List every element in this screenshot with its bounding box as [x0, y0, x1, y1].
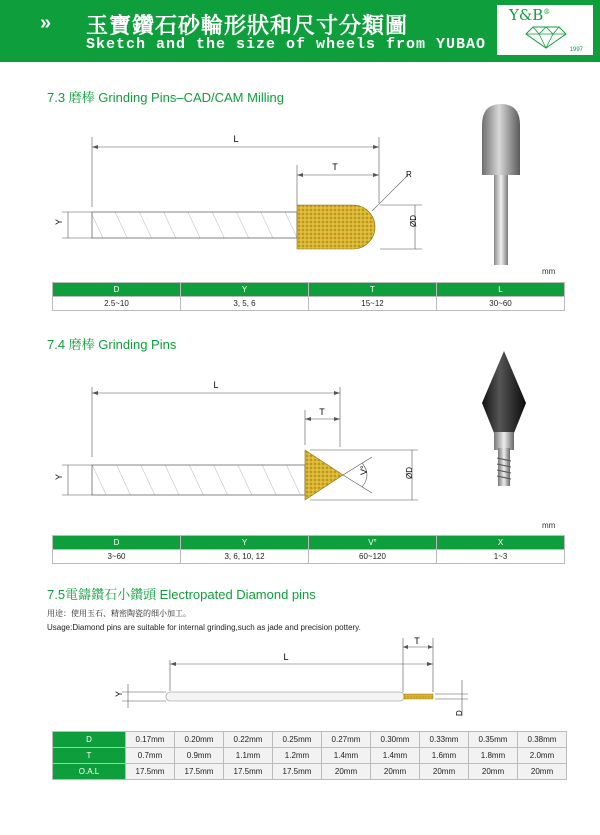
table-row: [53, 764, 567, 780]
cell: 20mm: [469, 764, 518, 780]
cell: 1.6mm: [420, 748, 469, 764]
cell: 1.1mm: [224, 748, 273, 764]
cell: 0.30mm: [371, 732, 420, 748]
cell: 0.38mm: [518, 732, 567, 748]
electroplated-pin-sketch: [110, 636, 480, 724]
col-header-Y: Y: [181, 283, 309, 297]
spec-table-7-5: [52, 731, 567, 780]
dim-L-label: L: [213, 380, 219, 390]
cell-Y: 3, 6, 10, 12: [181, 550, 309, 564]
dim-L-label: L: [233, 134, 239, 144]
cell: 0.22mm: [224, 732, 273, 748]
dim-T-label: T: [414, 636, 420, 646]
cell: 20mm: [322, 764, 371, 780]
section-7-5-title: 7.5電鑄鑽石小鑽頭 Electropated Diamond pins: [47, 587, 316, 602]
dim-Y-label: Y: [114, 690, 124, 697]
col-header-Y: Y: [181, 536, 309, 550]
cell: 17.5mm: [175, 764, 224, 780]
logo-year: 1997: [569, 47, 583, 53]
cell: 17.5mm: [126, 764, 175, 780]
cell: 0.9mm: [175, 748, 224, 764]
cell-Y: 3, 5, 6: [181, 297, 309, 311]
cell: 0.25mm: [273, 732, 322, 748]
brand-logo: [496, 4, 594, 56]
cell-X: 1~3: [437, 550, 565, 564]
col-header-D: D: [53, 283, 181, 297]
dim-R-label: R: [406, 170, 412, 179]
section-7-3-title: 7.3 磨棒 Grinding Pins–CAD/CAM Milling: [47, 90, 284, 105]
spec-table-7-3: [52, 282, 565, 311]
cell: 17.5mm: [224, 764, 273, 780]
row-header-T: T: [53, 748, 126, 764]
cell: 20mm: [371, 764, 420, 780]
table-row: [53, 748, 567, 764]
cell: 0.20mm: [175, 732, 224, 748]
dim-L-label: L: [283, 652, 289, 662]
grinding-pin-photo: [474, 100, 534, 270]
dim-D-label: ØD: [405, 467, 414, 479]
col-header-D: D: [53, 536, 181, 550]
header-title-cn: 玉寶鑽石砂輪形狀和尺寸分類圖: [86, 13, 409, 39]
cell: 0.7mm: [126, 748, 175, 764]
cell: 0.35mm: [469, 732, 518, 748]
cell: 0.33mm: [420, 732, 469, 748]
row-header-D: D: [53, 732, 126, 748]
table-row: [53, 732, 567, 748]
cell-T: 15~12: [309, 297, 437, 311]
cell: 2.0mm: [518, 748, 567, 764]
dim-T-label: T: [332, 162, 338, 172]
col-header-X: X: [437, 536, 565, 550]
page-header: [0, 0, 600, 62]
cone-pin-photo: [474, 348, 534, 518]
logo-brand: Y&B®: [509, 6, 551, 24]
unit-label-7-4: mm: [542, 521, 556, 530]
usage-note-cn: 用途：使用玉石、精密陶瓷的细小加工。: [47, 609, 191, 618]
cell: 0.27mm: [322, 732, 371, 748]
diamond-icon: [525, 25, 567, 49]
section-7-4-title: 7.4 磨棒 Grinding Pins: [47, 337, 177, 352]
usage-note-en: Usage:Diamond pins are suitable for internal grinding,such as jade and precision pottery.: [47, 623, 361, 632]
cell: 17.5mm: [273, 764, 322, 780]
cell: 1.8mm: [469, 748, 518, 764]
cell: 20mm: [518, 764, 567, 780]
cell: 20mm: [420, 764, 469, 780]
double-chevron-icon: »: [40, 12, 46, 34]
cell: 0.17mm: [126, 732, 175, 748]
col-header-V: V°: [309, 536, 437, 550]
spec-table-7-4: [52, 535, 565, 564]
cell: 1.4mm: [322, 748, 371, 764]
dim-D-label: ØD: [409, 215, 418, 227]
unit-label-7-3: mm: [542, 267, 556, 276]
dim-V-label: V°: [359, 465, 369, 475]
cell: 1.4mm: [371, 748, 420, 764]
grinding-pin-cone-sketch: [50, 375, 430, 505]
col-header-T: T: [309, 283, 437, 297]
cell-D: 3~60: [53, 550, 181, 564]
row-header-OAL: O.A.L: [53, 764, 126, 780]
cell-L: 30~60: [437, 297, 565, 311]
header-title-en: Sketch and the size of wheels from YUBAO: [86, 36, 487, 53]
dim-T-label: T: [319, 407, 325, 417]
cell: 1.2mm: [273, 748, 322, 764]
grinding-pin-cad-sketch: [50, 125, 430, 270]
dim-Y-label: Y: [54, 218, 64, 225]
col-header-L: L: [437, 283, 565, 297]
cell-D: 2.5~10: [53, 297, 181, 311]
dim-Y-label: Y: [54, 473, 64, 480]
dim-D-label: D: [455, 710, 464, 716]
cell-V: 60~120: [309, 550, 437, 564]
